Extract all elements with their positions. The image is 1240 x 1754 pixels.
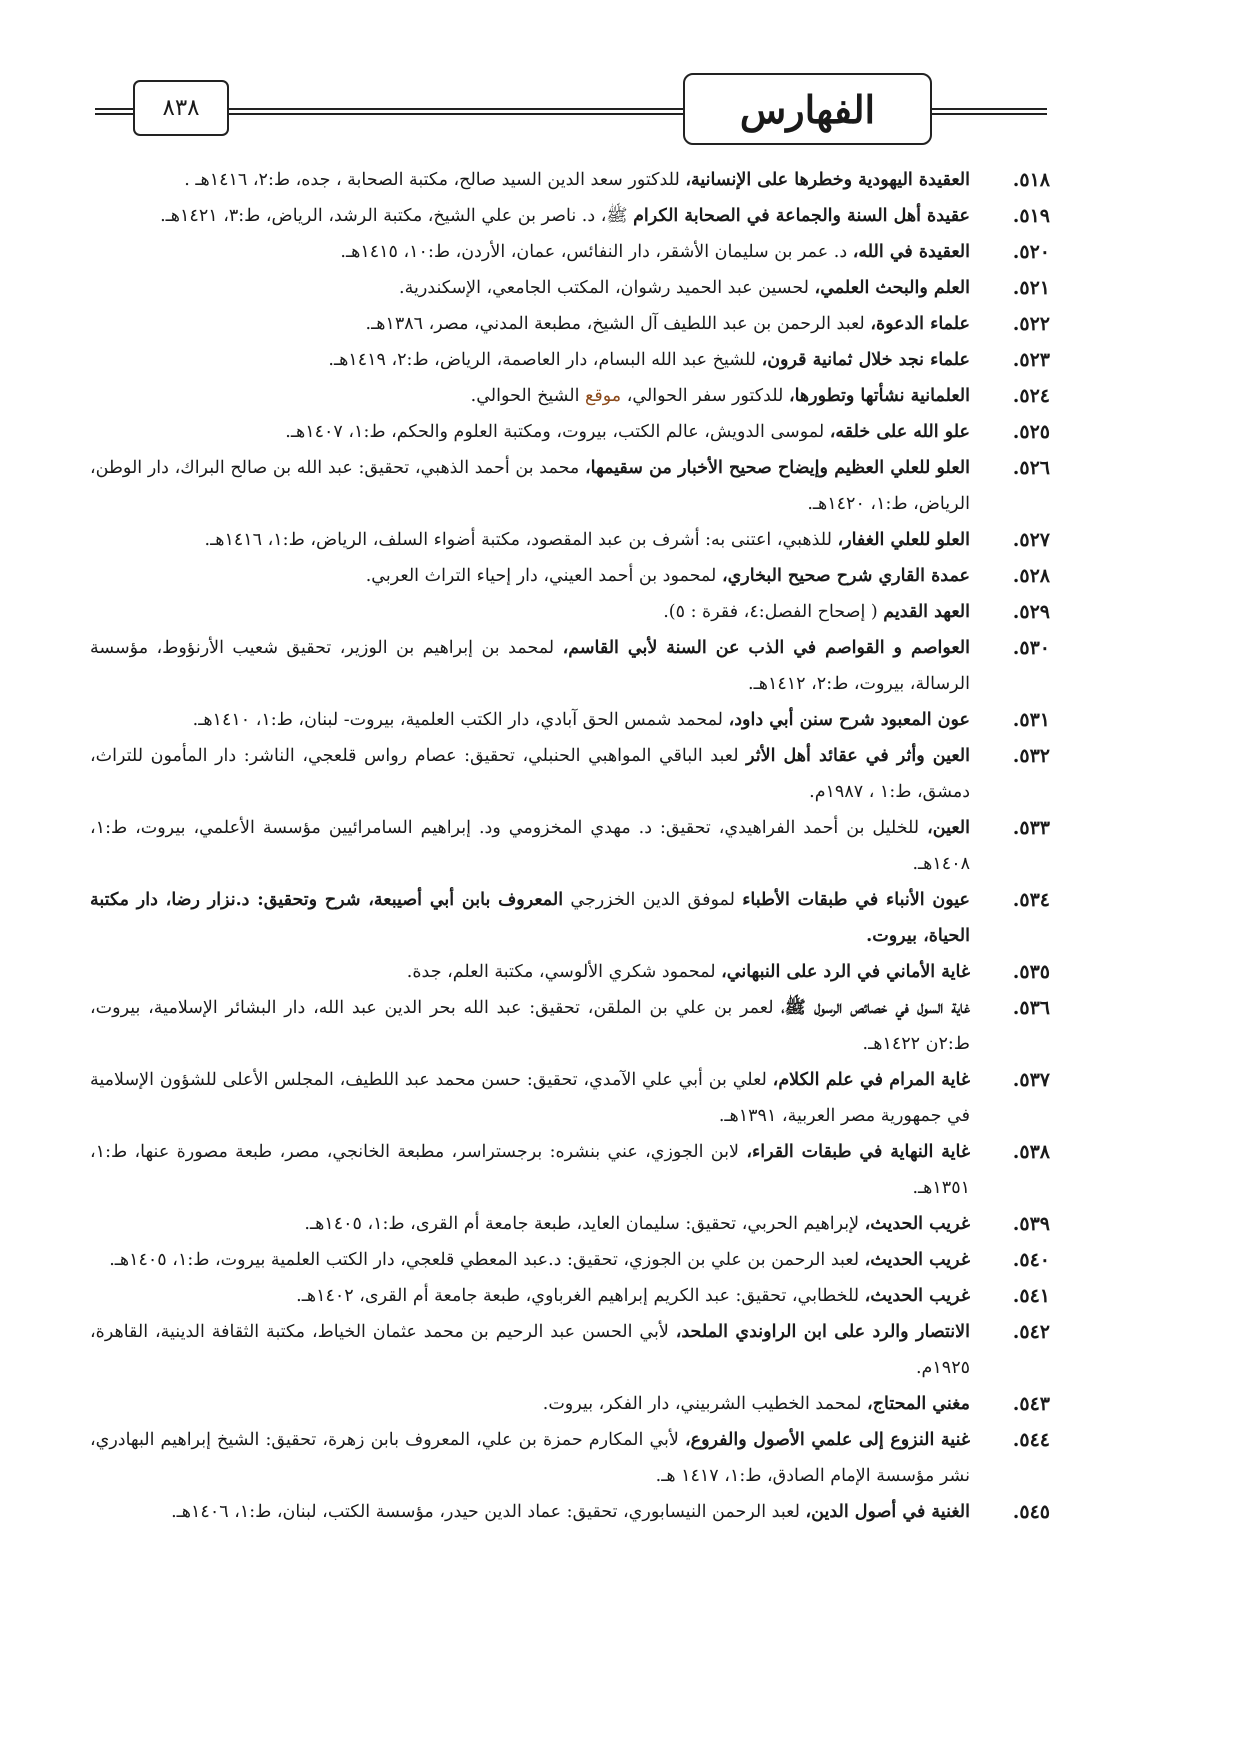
entry-details: لمحمد شمس الحق آبادي، دار الكتب العلمية، بيروت- لبنان، ط:١، ١٤١٠هـ.	[192, 710, 729, 730]
entry-text	[90, 990, 970, 1062]
entry-text	[90, 1206, 970, 1242]
entry-details: للذهبي، اعتنى به: أشرف بن عبد المقصود، مكتبة أضواء السلف، الرياض، ط:١، ١٤١٦هـ.	[204, 530, 838, 550]
entry-details: لمحمود بن أحمد العيني، دار إحياء التراث العربي.	[365, 566, 722, 586]
header-rule-left	[95, 108, 133, 115]
bibliography-entry	[90, 162, 1050, 198]
header-rule-middle	[228, 108, 683, 115]
entry-number: ٥٢٣.	[1012, 349, 1050, 371]
entry-number: ٥٢٩.	[1012, 601, 1050, 623]
entry-text	[90, 954, 970, 990]
bibliography-entry	[90, 270, 1050, 306]
page-title: الفهارس	[683, 73, 932, 145]
entry-title: العين وأثر في عقائد أهل الأثر	[746, 746, 970, 766]
entry-text	[90, 522, 970, 558]
entry-text	[90, 1422, 970, 1494]
entry-number: ٥٢٢.	[1012, 313, 1050, 335]
entry-title: العلو للعلي العظيم وإيضاح صحيح الأخبار من سقيمها،	[584, 458, 970, 478]
entry-text	[90, 738, 970, 810]
entry-details: لعبد الرحمن بن عبد اللطيف آل الشيخ، مطبعة المدني، مصر، ١٣٨٦هـ.	[365, 314, 871, 334]
bibliography-list	[90, 162, 1050, 1530]
entry-details: للخطابي، تحقيق: عبد الكريم إبراهيم الغرباوي، طبعة جامعة أم القرى، ١٤٠٢هـ.	[296, 1286, 865, 1306]
entry-number: ٥٤٠.	[1012, 1249, 1050, 1271]
entry-details: للدكتور سعد الدين السيد صالح، مكتبة الصحابة ، جده، ط:٢، ١٤١٦هـ .	[184, 170, 686, 190]
entry-text	[90, 162, 970, 198]
entry-details-end: الشيخ الحوالي.	[470, 386, 586, 406]
entry-title: عقيدة أهل السنة والجماعة في الصحابة الكرام	[633, 206, 970, 226]
entry-title: غريب الحديث،	[864, 1250, 970, 1270]
entry-details: ﷺ، د. ناصر بن علي الشيخ، مكتبة الرشد، الرياض، ط:٣، ١٤٢١هـ.	[160, 206, 634, 226]
entry-title: غاية الأماني في الرد على النبهاني،	[721, 962, 970, 982]
entry-title: غاية المرام في علم الكلام،	[772, 1070, 971, 1090]
entry-text	[90, 306, 970, 342]
entry-title: علو الله على خلقه،	[829, 422, 970, 442]
entry-number: ٥٣٤.	[1012, 889, 1050, 911]
entry-number: ٥٤١.	[1012, 1285, 1050, 1307]
entry-number: ٥٢٤.	[1012, 385, 1050, 407]
bibliography-entry	[90, 1422, 1050, 1494]
bibliography-entry	[90, 342, 1050, 378]
bibliography-entry	[90, 522, 1050, 558]
bibliography-entry	[90, 1278, 1050, 1314]
entry-details: لعلي بن أبي علي الآمدي، تحقيق: حسن محمد عبد اللطيف، المجلس الأعلى للشؤون الإسلامية في جمهورية مصر العربية، ١٣٩١هـ.	[90, 1070, 970, 1126]
entry-text	[90, 594, 970, 630]
entry-number: ٥٣٣.	[1012, 817, 1050, 839]
page-header	[0, 0, 1240, 150]
bibliography-entry	[90, 810, 1050, 882]
bibliography-entry	[90, 594, 1050, 630]
entry-title: العلو للعلي الغفار،	[837, 530, 970, 550]
entry-number: ٥٤٢.	[1012, 1321, 1050, 1343]
entry-text	[90, 1314, 970, 1386]
bibliography-entry	[90, 1206, 1050, 1242]
entry-title: العلم والبحث العلمي،	[814, 278, 970, 298]
entry-number: ٥٣٩.	[1012, 1213, 1050, 1235]
entry-details: للشيخ عبد الله البسام، دار العاصمة، الرياض، ط:٢، ١٤١٩هـ.	[328, 350, 762, 370]
bibliography-entry	[90, 702, 1050, 738]
bibliography-entry	[90, 234, 1050, 270]
entry-number: ٥٤٣.	[1012, 1393, 1050, 1415]
bibliography-entry	[90, 306, 1050, 342]
entry-text	[90, 414, 970, 450]
bibliography-entry	[90, 630, 1050, 702]
bibliography-entry	[90, 414, 1050, 450]
bibliography-entry	[90, 954, 1050, 990]
entry-details: لمحمود شكري الألوسي، مكتبة العلم، جدة.	[406, 962, 722, 982]
entry-text	[90, 1242, 970, 1278]
entry-number: ٥٢٨.	[1012, 565, 1050, 587]
entry-title: العقيدة اليهودية وخطرها على الإنسانية،	[685, 170, 970, 190]
entry-text	[90, 234, 970, 270]
entry-details: لأبي المكارم حمزة بن علي، المعروف بابن زهرة، تحقيق: الشيخ إبراهيم البهادري، نشر مؤسسة الإمام الصادق، ط:١، ١٤١٧ هـ.	[90, 1430, 970, 1486]
entry-text	[90, 1386, 970, 1422]
entry-details: لمحمد الخطيب الشربيني، دار الفكر، بيروت.	[542, 1394, 868, 1414]
entry-text	[90, 630, 970, 702]
entry-number: ٥٣١.	[1012, 709, 1050, 731]
entry-number: ٥٣٧.	[1012, 1069, 1050, 1091]
entry-title: مغني المحتاج،	[867, 1394, 970, 1414]
entry-details: لابن الجوزي، عني بنشره: برجستراسر، مطبعة الخانجي، مصر، طبعة مصورة عنها، ط:١، ١٣٥١هـ.	[90, 1142, 970, 1198]
entry-title: عمدة القاري شرح صحيح البخاري،	[721, 566, 970, 586]
entry-number: ٥٣٢.	[1012, 745, 1050, 767]
entry-number: ٥٣٦.	[1012, 997, 1050, 1019]
entry-number: ٥٢٦.	[1012, 457, 1050, 479]
entry-title: الغنية في أصول الدين،	[805, 1502, 970, 1522]
entry-title: عون المعبود شرح سنن أبي داود،	[728, 710, 970, 730]
bibliography-entry	[90, 378, 1050, 414]
entry-number: ٥٢٧.	[1012, 529, 1050, 551]
entry-details: لعبد الرحمن بن علي بن الجوزي، تحقيق: د.عبد المعطي قلعجي، دار الكتب العلمية بيروت، ط:١، ١٤٠٥هـ.	[109, 1250, 865, 1270]
entry-number: ٥٣٥.	[1012, 961, 1050, 983]
entry-title: العواصم و القواصم في الذب عن السنة لأبي القاسم،	[562, 638, 970, 658]
bibliography-entry	[90, 198, 1050, 234]
entry-highlight: موقع	[585, 386, 622, 406]
entry-number: ٥٢٠.	[1012, 241, 1050, 263]
bibliography-entry	[90, 450, 1050, 522]
entry-number: ٥٣٨.	[1012, 1141, 1050, 1163]
entry-details: لعبد الباقي المواهبي الحنبلي، تحقيق: عصام رواس قلعجي، الناشر: دار المأمون للتراث، دمشق، ط:١ ، ١٩٨٧م.	[90, 746, 970, 802]
entry-number: ٥١٩.	[1012, 205, 1050, 227]
entry-details: ( إصحاح الفصل:٤، فقرة : ٥).	[663, 602, 884, 622]
entry-details: لإبراهيم الحربي، تحقيق: سليمان العايد، طبعة جامعة أم القرى، ط:١، ١٤٠٥هـ.	[304, 1214, 865, 1234]
entry-number: ٥٢٥.	[1012, 421, 1050, 443]
entry-title: غاية النهاية في طبقات القراء،	[746, 1142, 970, 1162]
entry-title: غريب الحديث،	[864, 1214, 970, 1234]
entry-title: الانتصار والرد على ابن الراوندي الملحد،	[675, 1322, 970, 1342]
entry-title: العلمانية نشأتها وتطورها،	[788, 386, 970, 406]
entry-title: العين،	[927, 818, 970, 838]
entry-text	[90, 1494, 970, 1530]
bibliography-entry	[90, 1386, 1050, 1422]
bibliography-entry	[90, 1062, 1050, 1134]
page-number: ٨٣٨	[133, 80, 229, 136]
bibliography-entry	[90, 1134, 1050, 1206]
entry-number: ٥٤٥.	[1012, 1501, 1050, 1523]
entry-text	[90, 1062, 970, 1134]
entry-number: ٥٣٠.	[1012, 637, 1050, 659]
entry-details-bold: المعروف بابن أبي أصيبعة، شرح وتحقيق: د.نزار رضا، دار مكتبة الحياة، بيروت.	[90, 890, 970, 946]
entry-number: ٥٤٤.	[1012, 1429, 1050, 1451]
entry-title: غنية النزوع إلى علمي الأصول والفروع،	[684, 1430, 971, 1450]
entry-details: لموسى الدويش، عالم الكتب، بيروت، ومكتبة العلوم والحكم، ط:١، ١٤٠٧هـ.	[285, 422, 830, 442]
entry-details: لمحمد بن إبراهيم بن الوزير، تحقيق شعيب الأرنؤوط، مؤسسة الرسالة، بيروت، ط:٢، ١٤١٢هـ.	[90, 638, 970, 694]
bibliography-entry	[90, 1242, 1050, 1278]
entry-details: د. عمر بن سليمان الأشقر، دار النفائس، عمان، الأردن، ط:١٠، ١٤١٥هـ.	[340, 242, 853, 262]
entry-text	[90, 450, 970, 522]
entry-details: لعمر بن علي بن الملقن، تحقيق: عبد الله بحر الدين عبد الله، دار البشائر الإسلامية، بيروت، ط:٢ن ١٤٢٢هـ.	[90, 998, 970, 1054]
bibliography-entry	[90, 882, 1050, 954]
entry-details: لحسين عبد الحميد رشوان، المكتب الجامعي، الإسكندرية.	[399, 278, 815, 298]
entry-details: للدكتور سفر الحوالي،	[621, 386, 789, 406]
entry-text	[90, 270, 970, 306]
header-rule-right	[930, 108, 1047, 115]
entry-details: لموفق الدين الخزرجي	[563, 890, 743, 910]
entry-title: غاية السول في خصائص الرسول ﷺ،	[781, 998, 971, 1018]
entry-title: علماء الدعوة،	[870, 314, 970, 334]
entry-text	[90, 882, 970, 954]
entry-details: لعبد الرحمن النيسابوري، تحقيق: عماد الدين حيدر، مؤسسة الكتب، لبنان، ط:١، ١٤٠٦هـ.	[171, 1502, 806, 1522]
entry-title: العهد القديم	[883, 602, 970, 622]
entry-text	[90, 1278, 970, 1314]
entry-title: علماء نجد خلال ثمانية قرون،	[761, 350, 970, 370]
entry-title: عيون الأنباء في طبقات الأطباء	[742, 890, 970, 910]
entry-text	[90, 198, 970, 234]
bibliography-entry	[90, 1314, 1050, 1386]
entry-title: غريب الحديث،	[864, 1286, 970, 1306]
entry-text	[90, 342, 970, 378]
entry-text	[90, 810, 970, 882]
entry-details: محمد بن أحمد الذهبي، تحقيق: عبد الله بن صالح البراك، دار الوطن، الرياض، ط:١، ١٤٢٠هـ.	[90, 458, 970, 514]
entry-text	[90, 558, 970, 594]
entry-details: للخليل بن أحمد الفراهيدي، تحقيق: د. مهدي المخزومي ود. إبراهيم السامرائيين مؤسسة الأعلمي، بيروت، ط:١، ١٤٠٨هـ.	[90, 818, 970, 874]
entry-details: لأبي الحسن عبد الرحيم بن محمد عثمان الخياط، مكتبة الثقافة الدينية، القاهرة، ١٩٢٥م.	[90, 1322, 970, 1378]
entry-number: ٥٢١.	[1012, 277, 1050, 299]
bibliography-entry	[90, 1494, 1050, 1530]
entry-text	[90, 1134, 970, 1206]
entry-title: العقيدة في الله،	[852, 242, 970, 262]
bibliography-entry	[90, 558, 1050, 594]
bibliography-entry	[90, 738, 1050, 810]
entry-text	[90, 378, 970, 414]
bibliography-entry	[90, 990, 1050, 1062]
entry-text	[90, 702, 970, 738]
entry-number: ٥١٨.	[1012, 169, 1050, 191]
